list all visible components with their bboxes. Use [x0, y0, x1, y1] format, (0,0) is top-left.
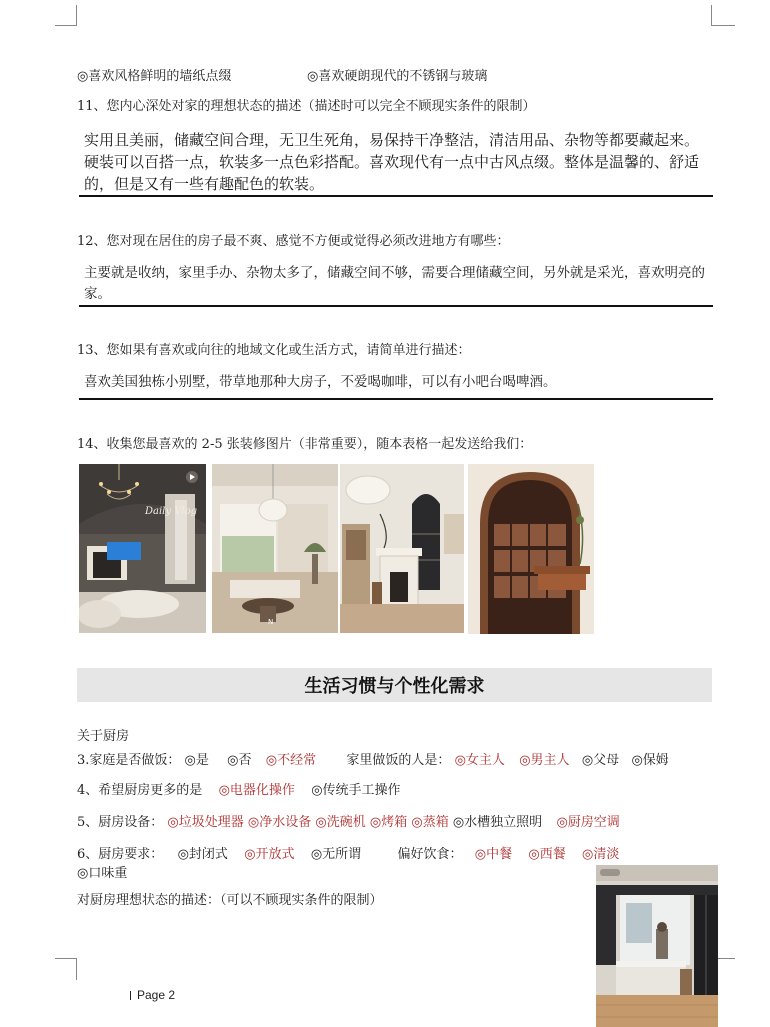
bright-living-room-image	[212, 464, 338, 633]
q6-label: 6、厨房要求：	[77, 847, 164, 862]
cook-option-host[interactable]: ◎男主人	[519, 753, 570, 768]
page-number-marker	[130, 991, 131, 1000]
q5-option-kitchen-ac[interactable]: ◎厨房空调	[556, 815, 620, 830]
q6-option-open[interactable]: ◎开放式	[244, 847, 295, 862]
crop-mark-top-right-h	[711, 25, 735, 26]
q3-label: 3.家庭是否做饭：	[77, 753, 181, 768]
cook-option-hostess[interactable]: ◎女主人	[454, 753, 505, 768]
diet-option-western[interactable]: ◎西餐	[528, 847, 566, 862]
answer-11-underline	[79, 195, 713, 197]
answer-12-underline	[79, 305, 713, 307]
diet-option-light[interactable]: ◎清淡	[581, 847, 620, 862]
crop-mark-top-left-v	[76, 5, 77, 25]
inspiration-photo-3[interactable]	[340, 464, 464, 633]
inspiration-photo-1[interactable]	[79, 464, 206, 633]
inspiration-photo-4[interactable]	[468, 464, 594, 634]
kitchen-ideal-label: 对厨房理想状态的描述：（可以不顾现实条件的限制）	[77, 893, 383, 908]
answer-12[interactable]: 主要就是收纳，家里手办、杂物太多了，储藏空间不够，需要合理储藏空间，另外就是采光，喜欢明亮的家。	[84, 265, 705, 302]
kitchen-q3-row	[77, 753, 669, 769]
svg-text:N: N	[268, 618, 274, 626]
inspiration-photo-2[interactable]	[212, 464, 338, 633]
q5-option-oven[interactable]: ◎烤箱	[369, 815, 408, 830]
option-wallpaper[interactable]: ◎喜欢风格鲜明的墙纸点缀	[77, 69, 232, 84]
answer-11[interactable]: 实用且美丽，储藏空间合理，无卫生死角，易保持干净整洁，清洁用品、杂物等都要藏起来。硬装可以百搭一点，软装多一点色彩搭配。喜欢现代有一点中古风点缀。整体是温馨的、舒适的，但是又有一些有趣配色的软装。	[84, 131, 700, 193]
q4-label: 4、希望厨房更多的是	[77, 783, 203, 798]
answer-13[interactable]: 喜欢美国独栋小别墅，带草地那种大房子，不爱喝咖啡，可以有小吧台喝啤酒。	[84, 374, 557, 390]
photo-1-overlay-text: Daily Vlog	[145, 506, 198, 517]
crop-mark-top-right-v	[711, 5, 712, 25]
kitchen-reference-photo[interactable]	[596, 865, 718, 1027]
q5-option-steamer[interactable]: ◎蒸箱	[411, 815, 449, 830]
crop-mark-bottom-left-h	[55, 958, 77, 959]
q5-option-disposer[interactable]: ◎垃圾处理器	[167, 815, 244, 830]
answer-13-underline	[79, 398, 713, 400]
cook-option-parents[interactable]: ◎父母	[581, 753, 620, 768]
diet-label: 偏好饮食：	[397, 847, 463, 862]
q5-option-water-purifier[interactable]: ◎净水设备	[247, 815, 312, 830]
q6-option-closed[interactable]: ◎封闭式	[177, 847, 228, 862]
crop-mark-top-left-h	[55, 25, 77, 26]
q4-option-electric[interactable]: ◎电器化操作	[218, 783, 295, 798]
crop-mark-bottom-left-v	[76, 958, 77, 980]
question-14: 14、收集您最喜欢的 2-5 张装修图片（非常重要），随本表格一起发送给我们：	[77, 437, 533, 452]
q3-option-sometimes[interactable]: ◎不经常	[265, 753, 317, 768]
kitchen-heading: 关于厨房	[77, 729, 130, 744]
fireplace-room-image	[340, 464, 464, 633]
q5-option-sink-light[interactable]: ◎水槽独立照明	[452, 815, 543, 830]
q3-option-no[interactable]: ◎否	[227, 753, 252, 768]
kitchen-image	[596, 865, 718, 1027]
page-number-text: Page 2	[137, 988, 176, 1002]
section-title: 生活习惯与个性化需求	[77, 668, 712, 702]
crop-mark-bottom-right-h	[718, 958, 735, 959]
q5-label: 5、厨房设备：	[77, 815, 164, 830]
page-number	[130, 988, 175, 1002]
option-stainless-glass[interactable]: ◎喜欢硬朗现代的不锈钢与玻璃	[307, 69, 488, 84]
q6-option-any[interactable]: ◎无所谓	[310, 847, 362, 862]
diet-option-chinese[interactable]: ◎中餐	[474, 847, 513, 862]
kitchen-q5-row	[77, 815, 620, 831]
kitchen-q4-row	[77, 783, 401, 799]
cook-label: 家里做饭的人是：	[346, 753, 451, 768]
diet-option-heavy[interactable]: ◎口味重	[77, 866, 128, 881]
question-12: 12、您对现在居住的房子最不爽、感觉不方便或觉得必须改进地方有哪些：	[77, 234, 510, 249]
arched-door-image	[468, 464, 594, 634]
question-11: 11、您内心深处对家的理想状态的描述（描述时可以完全不顾现实条件的限制）	[77, 99, 536, 114]
q4-option-manual[interactable]: ◎传统手工操作	[311, 783, 401, 798]
q5-option-dishwasher[interactable]: ◎洗碗机	[315, 815, 366, 830]
living-room-image	[79, 464, 206, 633]
cook-option-nanny[interactable]: ◎保姆	[631, 753, 669, 768]
q3-option-yes[interactable]: ◎是	[184, 753, 209, 768]
kitchen-q6-row	[77, 847, 619, 863]
question-13: 13、您如果有喜欢或向往的地域文化或生活方式，请简单进行描述：	[77, 343, 471, 358]
